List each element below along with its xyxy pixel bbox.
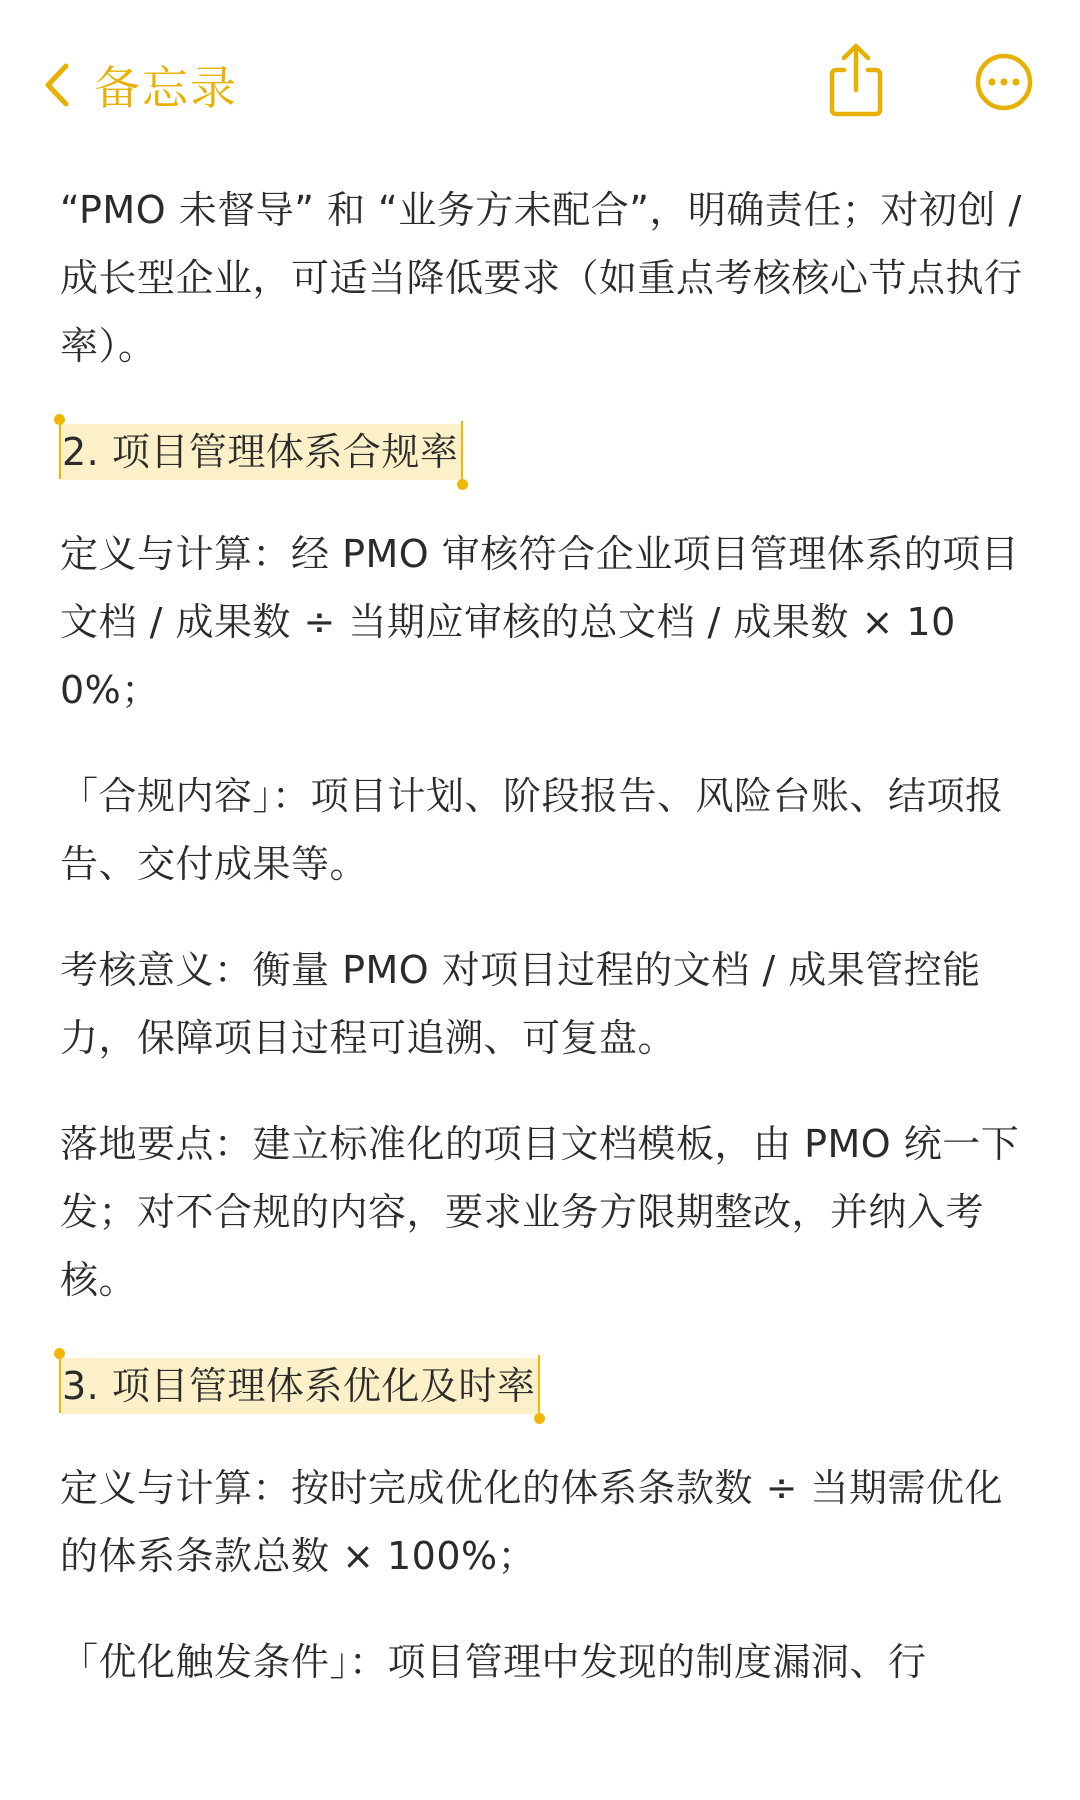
- selection-start-cursor: [59, 421, 61, 479]
- heading-row: [60, 1352, 1026, 1420]
- note-paragraph: 落地要点：建立标准化的项目文档模板，由 PMO 统一下发；对不合规的内容，要求业务方限期整改，并纳入考核。: [60, 1122, 1020, 1302]
- note-paragraph: 定义与计算：经 PMO 审核符合企业项目管理体系的项目文档 / 成果数 ÷ 当期应审核的总文档 / 成果数 × 100%；: [60, 532, 1020, 712]
- heading-text: 3. 项目管理体系优化及时率: [62, 1364, 536, 1408]
- selection-end-handle[interactable]: [534, 1413, 545, 1424]
- heading-text: 2. 项目管理体系合规率: [62, 430, 459, 474]
- back-button[interactable]: [44, 50, 238, 120]
- heading-row: [60, 418, 1026, 486]
- selection-start-cursor: [59, 1355, 61, 1413]
- share-icon: [826, 42, 886, 118]
- note-paragraph: “PMO 未督导” 和 “业务方未配合”，明确责任；对初创 / 成长型企业，可适当降低要求（如重点考核核心节点执行率）。: [60, 188, 1023, 368]
- selection-end-cursor: [538, 1355, 540, 1413]
- selected-heading[interactable]: [60, 424, 462, 480]
- navigation-bar: [0, 0, 1080, 160]
- back-label: 备忘录: [94, 61, 238, 115]
- chevron-left-icon: [44, 62, 70, 108]
- more-button[interactable]: [974, 52, 1034, 112]
- share-button[interactable]: [826, 42, 886, 118]
- note-paragraph: 考核意义：衡量 PMO 对项目过程的文档 / 成果管控能力，保障项目过程可追溯、可复盘。: [60, 948, 981, 1060]
- selected-heading[interactable]: [60, 1358, 539, 1414]
- selection-end-handle[interactable]: [457, 479, 468, 490]
- note-paragraph: 「合规内容」：项目计划、阶段报告、风险台账、结项报告、交付成果等。: [60, 774, 1004, 886]
- selection-end-cursor: [461, 421, 463, 479]
- note-paragraph: 「优化触发条件」：项目管理中发现的制度漏洞、行: [60, 1640, 927, 1684]
- ellipsis-circle-icon: [974, 52, 1034, 112]
- note-body[interactable]: [60, 176, 1026, 1734]
- note-paragraph: 定义与计算：按时完成优化的体系条款数 ÷ 当期需优化的体系条款总数 × 100%；: [60, 1466, 1004, 1578]
